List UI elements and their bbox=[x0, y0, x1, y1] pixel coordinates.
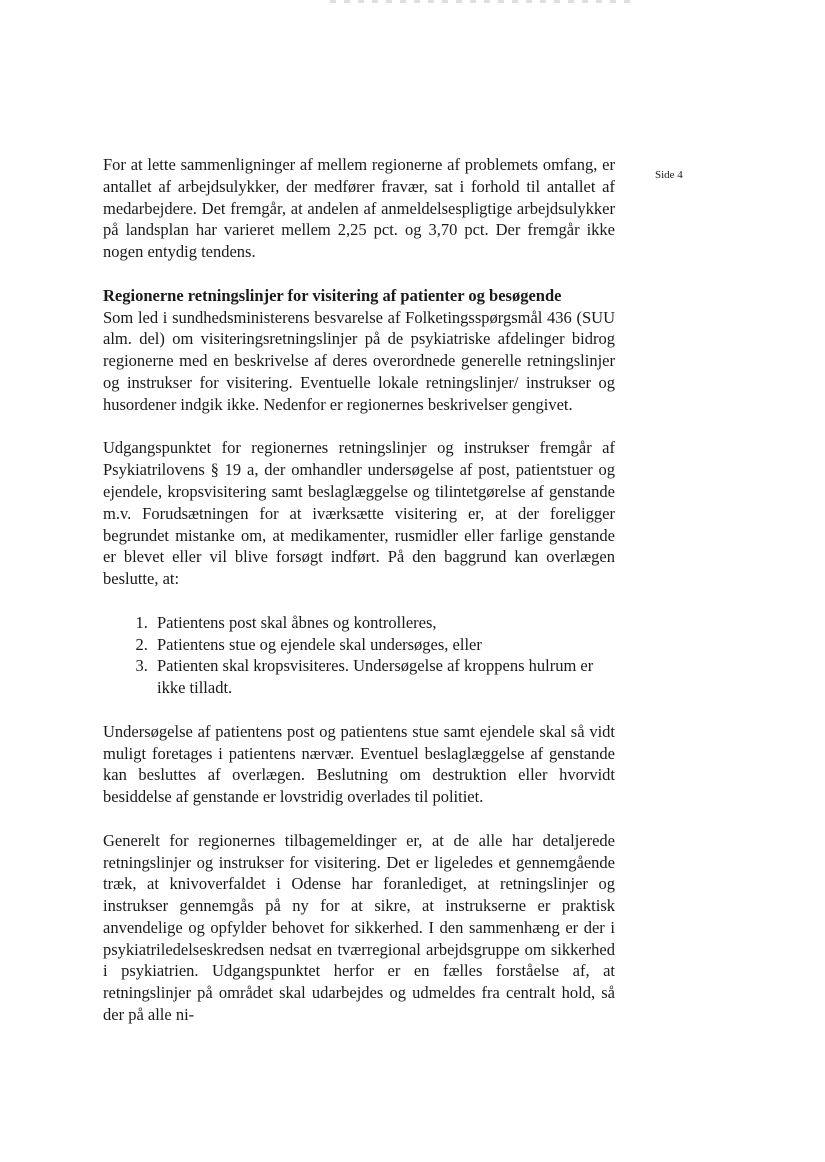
document-body bbox=[103, 154, 615, 1026]
paragraph-summary: Generelt for regionernes tilbagemeldinger er, at de alle har detaljerede retningslinjer og instrukser for visitering. Det er ligeledes et gennemgående træk, at knivoverfaldet i Odense har foranlediget, at retningslinjer og instrukser gennemgås på ny for at sikre, at instrukserne er praktisk anvendelige og opfylder behovet for sikkerhed. I den sammenhæng er der i psykiatriledelseskredsen nedsat en tværregional arbejdsgruppe om sikkerhed i psykiatrien. Udgangspunktet herfor er en fælles forståelse af, at retningslinjer på området skal udarbejdes og udmeldes fra centralt hold, så der på alle ni- bbox=[103, 830, 615, 1025]
paragraph-legal-basis: Udgangspunktet for regionernes retningslinjer og instrukser fremgår af Psykiatrilovens § 19 a, der omhandler undersøgelse af post, patientstuer og ejendele, kropsvisitering samt beslaglæggelse og tilintetgørelse af genstande m.v. Forudsætningen for at iværksætte visitering er, at der foreligger begrundet mistanke om, at medikamenter, rusmidler eller farlige genstande er blevet eller vil blive forsøgt indført. På den baggrund kan overlægen beslutte, at: bbox=[103, 438, 615, 589]
paragraph-background: Som led i sundhedsministerens besvarelse af Folketingsspørgsmål 436 (SUU alm. del) om visiteringsretningslinjer på de psykiatriske afdelinger bidrog regionerne med en beskrivelse af deres overordnede generelle retningslinjer og instrukser for visitering. Eventuelle lokale retningslinjer/ instrukser og husordener indgik ikke. Nedenfor er regionernes beskrivelser gengivet. bbox=[103, 307, 615, 414]
list-item: 1. Patientens post skal åbnes og kontrolleres, bbox=[152, 612, 615, 634]
paragraph-examination: Undersøgelse af patientens post og patientens stue samt ejendele skal så vidt muligt foretages i patientens nærvær. Eventuel beslaglæggelse af genstande kan besluttes af overlægen. Beslutning om destruktion eller hvorvidt besiddelse af genstande er lovstridig overlades til politiet. bbox=[103, 721, 615, 807]
scan-artifact bbox=[330, 0, 630, 3]
page-number: Side 4 bbox=[655, 169, 683, 181]
section-heading: Regionerne retningslinjer for visitering af patienter og besøgende bbox=[103, 285, 562, 305]
list-item: 3. Patienten skal kropsvisiteres. Undersøgelse af kroppens hulrum er ikke tilladt. bbox=[152, 655, 615, 699]
decision-list bbox=[103, 612, 615, 699]
paragraph-intro: For at lette sammenligninger af mellem regionerne af problemets omfang, er antallet af arbejdsulykker, der medfører fravær, sat i forhold til antallet af medarbejdere. Det fremgår, at andelen af anmeldelsespligtige arbejdsulykker på landsplan har varieret mellem 2,25 pct. og 3,70 pct. Der fremgår ikke nogen entydig tendens. bbox=[103, 155, 615, 262]
list-item: 2. Patientens stue og ejendele skal undersøges, eller bbox=[152, 634, 615, 656]
